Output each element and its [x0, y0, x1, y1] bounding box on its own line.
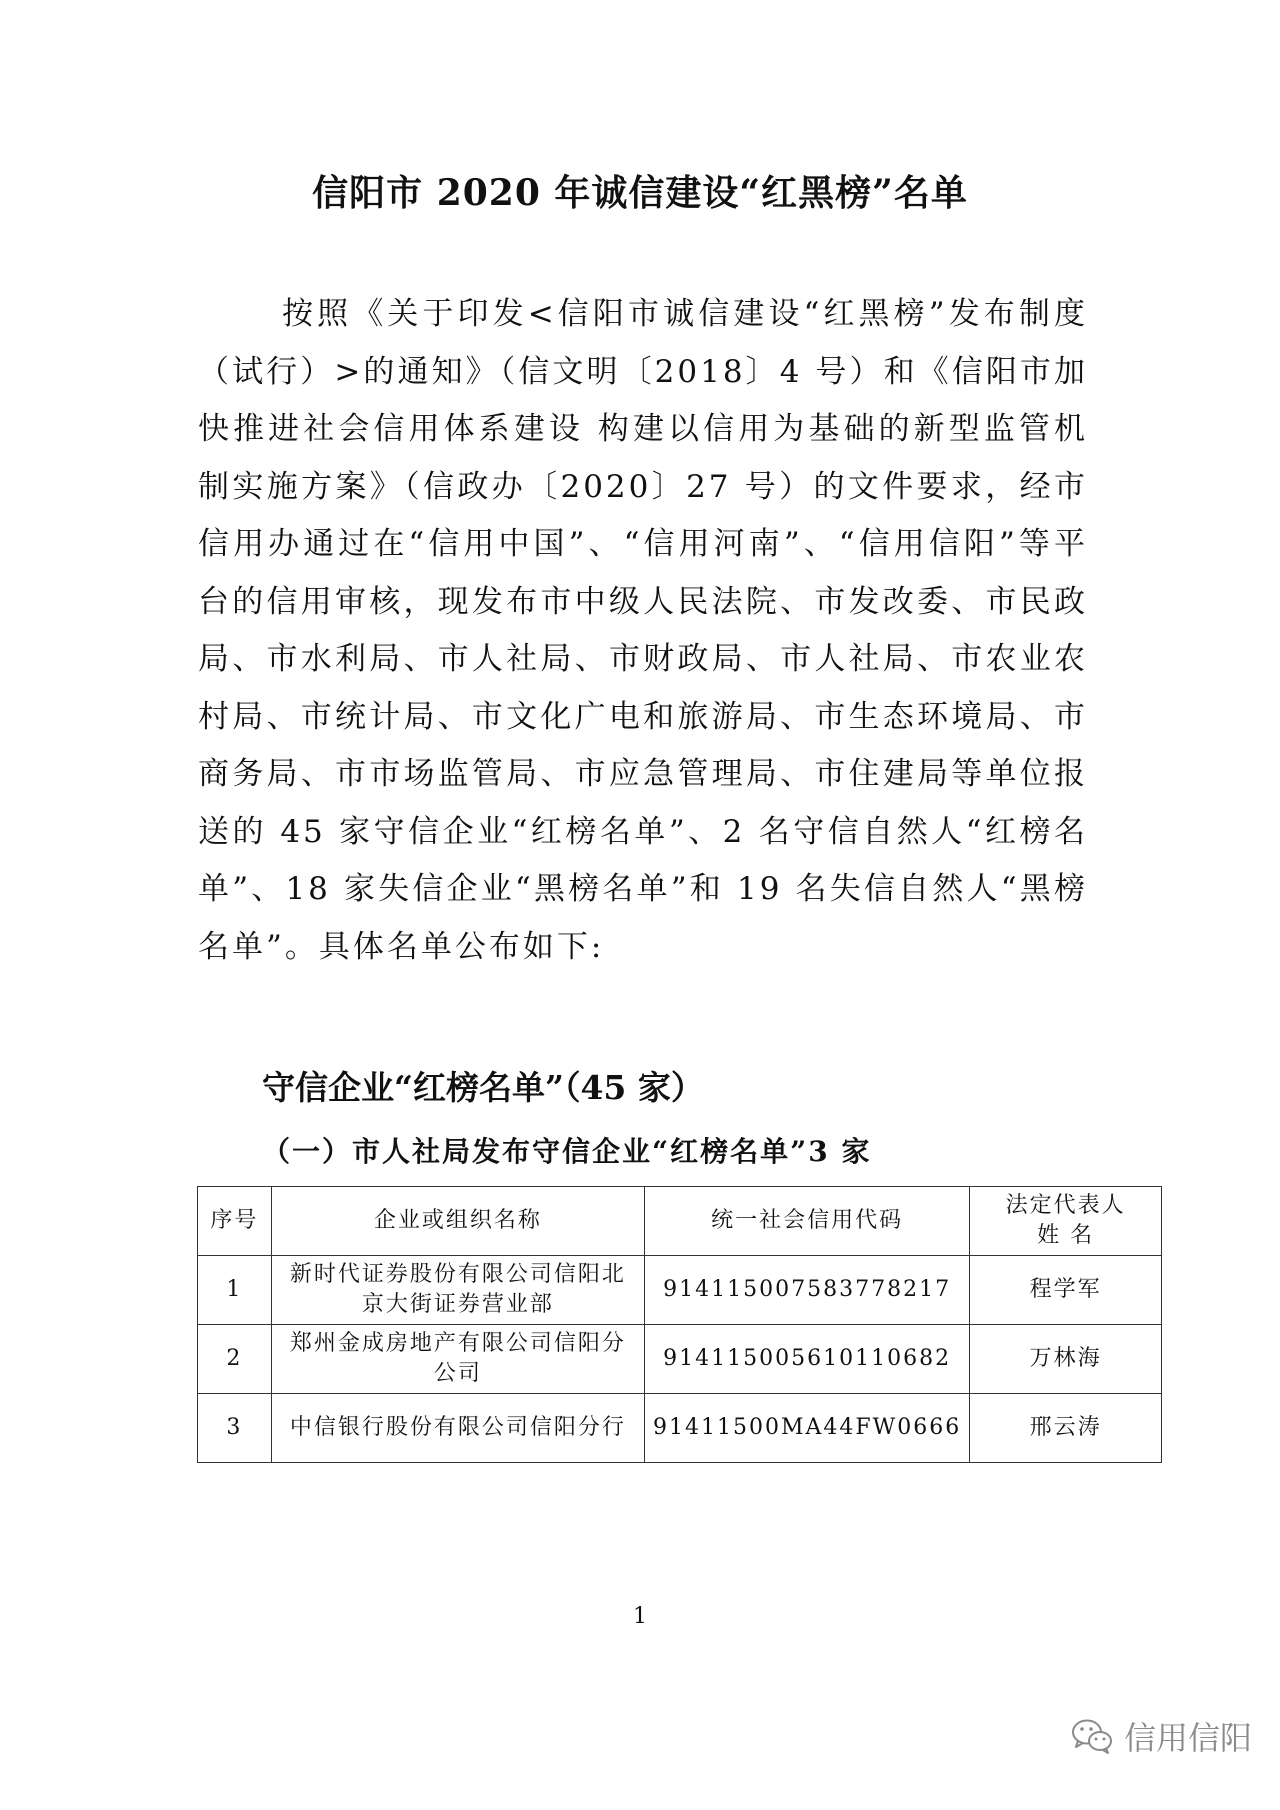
table-row: [198, 1256, 1162, 1325]
wechat-icon: [1070, 1716, 1114, 1756]
row-index: 2: [198, 1325, 272, 1394]
watermark: [1070, 1713, 1252, 1759]
table-row: [198, 1394, 1162, 1463]
header-representative: 法定代表人 姓 名: [970, 1187, 1162, 1256]
section-title: 守信企业“红榜名单”（45 家）: [262, 1068, 704, 1107]
table-header-row: [198, 1187, 1162, 1256]
red-list-table: [197, 1186, 1162, 1463]
row-company-name: 郑州金成房地产有限公司信阳分公司: [271, 1325, 644, 1394]
row-credit-code: 914115007583778217: [645, 1256, 970, 1325]
row-credit-code: 91411500MA44FW0666: [645, 1394, 970, 1463]
header-code: 统一社会信用代码: [645, 1187, 970, 1256]
header-name: 企业或组织名称: [271, 1187, 644, 1256]
row-index: 1: [198, 1256, 272, 1325]
body-paragraph: 按照《关于印发<信阳市诚信建设“红黑榜”发布制度（试行）>的通知》（信文明〔2018〕4 号）和《信阳市加快推进社会信用体系建设 构建以信用为基础的新型监管机制实施方案》（信政办〔2020〕27 号）的文件要求，经市信用办通过在“信用中国”、“信用河南”、“信用信阳”等平台的信用审核，现发布市中级人民法院、市发改委、市民政局、市水利局、市人社局、市财政局、市人社局、市农业农村局、市统计局、市文化广电和旅游局、市生态环境局、市商务局、市市场监管局、市应急管理局、市住建局等单位报送的 45 家守信企业“红榜名单”、2 名守信自然人“红榜名单”、18 家失信企业“黑榜名单”和 19 名失信自然人“黑榜名单”。具体名单公布如下:: [198, 296, 1088, 965]
row-index: 3: [198, 1394, 272, 1463]
row-representative: 万林海: [970, 1325, 1162, 1394]
row-credit-code: 914115005610110682: [645, 1325, 970, 1394]
document-title: 信阳市 2020 年诚信建设“红黑榜”名单: [312, 172, 968, 214]
row-company-name: 中信银行股份有限公司信阳分行: [271, 1394, 644, 1463]
row-company-name: 新时代证券股份有限公司信阳北京大街证券营业部: [271, 1256, 644, 1325]
row-representative: 邢云涛: [970, 1394, 1162, 1463]
page-number: 1: [633, 1604, 647, 1629]
watermark-text: 信用信阳: [1124, 1719, 1253, 1757]
sub-section-title: （一）市人社局发布守信企业“红榜名单”3 家: [262, 1135, 872, 1168]
table-row: [198, 1325, 1162, 1394]
header-index: 序号: [198, 1187, 272, 1256]
row-representative: 程学军: [970, 1256, 1162, 1325]
